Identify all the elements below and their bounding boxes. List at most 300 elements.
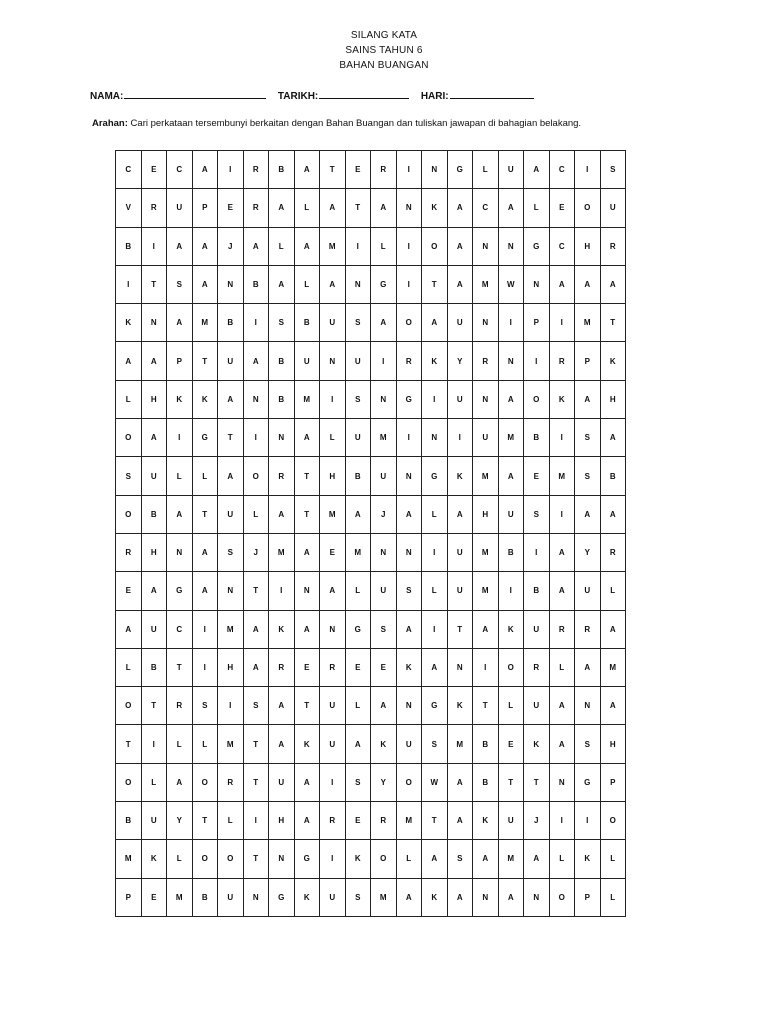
grid-cell: I bbox=[447, 419, 473, 457]
grid-cell: J bbox=[243, 533, 269, 571]
grid-cell: K bbox=[447, 457, 473, 495]
grid-cell: B bbox=[473, 763, 499, 801]
grid-cell: N bbox=[498, 342, 524, 380]
grid-cell: B bbox=[192, 878, 218, 916]
grid-cell: U bbox=[498, 151, 524, 189]
grid-cell: R bbox=[371, 151, 397, 189]
grid-cell: S bbox=[116, 457, 142, 495]
grid-cell: L bbox=[192, 725, 218, 763]
grid-cell: N bbox=[243, 380, 269, 418]
grid-row bbox=[116, 189, 626, 227]
grid-cell: I bbox=[167, 419, 193, 457]
grid-cell: S bbox=[167, 265, 193, 303]
grid-cell: K bbox=[422, 189, 448, 227]
grid-cell: L bbox=[141, 763, 167, 801]
grid-cell: O bbox=[396, 304, 422, 342]
grid-cell: E bbox=[498, 725, 524, 763]
grid-cell: A bbox=[294, 227, 320, 265]
grid-cell: I bbox=[320, 840, 346, 878]
grid-cell: O bbox=[575, 189, 601, 227]
grid-cell: M bbox=[116, 840, 142, 878]
grid-cell: K bbox=[294, 878, 320, 916]
grid-cell: N bbox=[549, 763, 575, 801]
grid-cell: A bbox=[269, 495, 295, 533]
grid-row bbox=[116, 227, 626, 265]
grid-cell: A bbox=[243, 648, 269, 686]
grid-cell: K bbox=[498, 610, 524, 648]
grid-cell: H bbox=[473, 495, 499, 533]
grid-cell: I bbox=[320, 763, 346, 801]
grid-cell: S bbox=[218, 533, 244, 571]
grid-cell: Y bbox=[447, 342, 473, 380]
grid-cell: T bbox=[218, 419, 244, 457]
grid-cell: B bbox=[294, 304, 320, 342]
word-search-grid bbox=[115, 150, 626, 917]
grid-cell: T bbox=[167, 648, 193, 686]
grid-cell: I bbox=[218, 151, 244, 189]
grid-cell: I bbox=[192, 610, 218, 648]
grid-cell: E bbox=[345, 802, 371, 840]
grid-cell: L bbox=[116, 648, 142, 686]
grid-cell: A bbox=[549, 687, 575, 725]
grid-cell: A bbox=[243, 227, 269, 265]
grid-cell: N bbox=[447, 648, 473, 686]
grid-cell: A bbox=[524, 151, 550, 189]
grid-row bbox=[116, 725, 626, 763]
grid-cell: U bbox=[447, 572, 473, 610]
grid-cell: M bbox=[498, 840, 524, 878]
grid-cell: A bbox=[422, 840, 448, 878]
grid-cell: I bbox=[549, 802, 575, 840]
grid-cell: N bbox=[524, 265, 550, 303]
grid-cell: E bbox=[345, 648, 371, 686]
nama-field bbox=[90, 88, 266, 102]
grid-cell: A bbox=[345, 725, 371, 763]
grid-cell: I bbox=[473, 648, 499, 686]
grid-cell: N bbox=[371, 533, 397, 571]
grid-row bbox=[116, 533, 626, 571]
grid-cell: U bbox=[524, 610, 550, 648]
grid-cell: N bbox=[371, 380, 397, 418]
grid-cell: U bbox=[167, 189, 193, 227]
grid-cell: P bbox=[575, 878, 601, 916]
grid-row bbox=[116, 342, 626, 380]
grid-cell: M bbox=[167, 878, 193, 916]
grid-cell: I bbox=[141, 725, 167, 763]
grid-cell: E bbox=[141, 151, 167, 189]
grid-cell: M bbox=[192, 304, 218, 342]
grid-cell: T bbox=[192, 495, 218, 533]
grid-cell: R bbox=[600, 227, 626, 265]
grid-cell: K bbox=[396, 648, 422, 686]
grid-cell: C bbox=[549, 227, 575, 265]
grid-cell: U bbox=[498, 495, 524, 533]
grid-cell: I bbox=[498, 304, 524, 342]
grid-cell: O bbox=[218, 840, 244, 878]
grid-cell: A bbox=[396, 878, 422, 916]
grid-cell: N bbox=[473, 227, 499, 265]
grid-cell: T bbox=[243, 572, 269, 610]
grid-cell: A bbox=[447, 265, 473, 303]
grid-cell: A bbox=[549, 265, 575, 303]
grid-cell: T bbox=[600, 304, 626, 342]
grid-cell: J bbox=[524, 802, 550, 840]
grid-cell: T bbox=[192, 342, 218, 380]
grid-cell: S bbox=[371, 610, 397, 648]
grid-cell: B bbox=[141, 495, 167, 533]
grid-cell: U bbox=[371, 572, 397, 610]
grid-cell: M bbox=[396, 802, 422, 840]
grid-cell: P bbox=[524, 304, 550, 342]
grid-cell: I bbox=[549, 304, 575, 342]
grid-cell: H bbox=[141, 533, 167, 571]
grid-cell: S bbox=[575, 457, 601, 495]
grid-cell: U bbox=[575, 572, 601, 610]
grid-cell: U bbox=[498, 802, 524, 840]
grid-cell: R bbox=[116, 533, 142, 571]
grid-cell: U bbox=[218, 878, 244, 916]
grid-cell: A bbox=[371, 304, 397, 342]
grid-cell: E bbox=[549, 189, 575, 227]
grid-cell: A bbox=[575, 380, 601, 418]
grid-cell: A bbox=[498, 878, 524, 916]
worksheet-header bbox=[0, 28, 768, 73]
grid-cell: H bbox=[269, 802, 295, 840]
grid-cell: N bbox=[473, 878, 499, 916]
grid-cell: A bbox=[498, 380, 524, 418]
grid-cell: N bbox=[269, 840, 295, 878]
grid-cell: L bbox=[192, 457, 218, 495]
grid-cell: M bbox=[320, 495, 346, 533]
grid-cell: S bbox=[243, 687, 269, 725]
grid-cell: A bbox=[524, 840, 550, 878]
grid-cell: U bbox=[218, 495, 244, 533]
grid-cell: Y bbox=[167, 802, 193, 840]
grid-cell: G bbox=[345, 610, 371, 648]
grid-cell: N bbox=[269, 419, 295, 457]
grid-cell: K bbox=[422, 878, 448, 916]
grid-cell: U bbox=[371, 457, 397, 495]
grid-cell: R bbox=[600, 533, 626, 571]
grid-cell: G bbox=[294, 840, 320, 878]
grid-cell: A bbox=[269, 189, 295, 227]
grid-cell: K bbox=[549, 380, 575, 418]
grid-cell: L bbox=[345, 687, 371, 725]
grid-cell: U bbox=[447, 304, 473, 342]
grid-cell: M bbox=[371, 419, 397, 457]
grid-cell: I bbox=[549, 495, 575, 533]
grid-cell: A bbox=[294, 610, 320, 648]
grid-cell: A bbox=[269, 265, 295, 303]
grid-cell: G bbox=[447, 151, 473, 189]
grid-cell: T bbox=[524, 763, 550, 801]
grid-cell: A bbox=[473, 840, 499, 878]
grid-cell: A bbox=[269, 687, 295, 725]
grid-cell: P bbox=[192, 189, 218, 227]
grid-cell: M bbox=[447, 725, 473, 763]
grid-cell: O bbox=[116, 763, 142, 801]
grid-cell: I bbox=[243, 802, 269, 840]
grid-cell: A bbox=[575, 265, 601, 303]
instructions-text: Cari perkataan tersembunyi berkaitan dengan Bahan Buangan dan tuliskan jawapan di bahagian belakang. bbox=[130, 118, 582, 129]
worksheet-title: SILANG KATA bbox=[350, 30, 418, 41]
grid-cell: R bbox=[396, 342, 422, 380]
grid-cell: S bbox=[345, 763, 371, 801]
grid-cell: E bbox=[371, 648, 397, 686]
grid-cell: I bbox=[218, 687, 244, 725]
grid-row bbox=[116, 802, 626, 840]
grid-cell: A bbox=[320, 265, 346, 303]
grid-cell: L bbox=[218, 802, 244, 840]
grid-cell: I bbox=[396, 151, 422, 189]
grid-row bbox=[116, 151, 626, 189]
grid-cell: K bbox=[141, 840, 167, 878]
grid-cell: T bbox=[422, 265, 448, 303]
grid-cell: T bbox=[116, 725, 142, 763]
grid-cell: B bbox=[600, 457, 626, 495]
grid-cell: R bbox=[269, 648, 295, 686]
grid-cell: A bbox=[600, 687, 626, 725]
grid-cell: N bbox=[218, 265, 244, 303]
grid-cell: M bbox=[498, 419, 524, 457]
grid-cell: L bbox=[422, 572, 448, 610]
grid-cell: A bbox=[167, 304, 193, 342]
grid-cell: A bbox=[549, 725, 575, 763]
grid-cell: I bbox=[422, 610, 448, 648]
grid-cell: A bbox=[371, 687, 397, 725]
grid-cell: N bbox=[396, 533, 422, 571]
grid-cell: I bbox=[269, 572, 295, 610]
grid-cell: U bbox=[141, 457, 167, 495]
grid-cell: E bbox=[218, 189, 244, 227]
grid-row bbox=[116, 380, 626, 418]
student-info-row bbox=[90, 88, 534, 102]
grid-cell: K bbox=[600, 342, 626, 380]
grid-cell: U bbox=[473, 419, 499, 457]
grid-cell: R bbox=[524, 648, 550, 686]
grid-cell: N bbox=[422, 151, 448, 189]
grid-cell: U bbox=[600, 189, 626, 227]
grid-cell: I bbox=[396, 265, 422, 303]
grid-cell: A bbox=[294, 151, 320, 189]
grid-cell: M bbox=[320, 227, 346, 265]
grid-cell: A bbox=[243, 610, 269, 648]
grid-cell: O bbox=[600, 802, 626, 840]
grid-cell: L bbox=[498, 687, 524, 725]
grid-cell: J bbox=[371, 495, 397, 533]
grid-cell: S bbox=[345, 878, 371, 916]
grid-cell: N bbox=[498, 227, 524, 265]
grid-cell: A bbox=[447, 227, 473, 265]
grid-cell: A bbox=[447, 878, 473, 916]
grid-cell: S bbox=[396, 572, 422, 610]
grid-row bbox=[116, 610, 626, 648]
tarikh-label: TARIKH: bbox=[277, 91, 319, 102]
grid-cell: R bbox=[575, 610, 601, 648]
instructions bbox=[92, 118, 581, 129]
grid-cell: O bbox=[396, 763, 422, 801]
grid-cell: A bbox=[294, 533, 320, 571]
grid-cell: L bbox=[116, 380, 142, 418]
grid-cell: P bbox=[167, 342, 193, 380]
grid-cell: R bbox=[549, 610, 575, 648]
grid-cell: N bbox=[575, 687, 601, 725]
grid-cell: L bbox=[294, 189, 320, 227]
grid-cell: B bbox=[269, 151, 295, 189]
grid-cell: L bbox=[371, 227, 397, 265]
grid-cell: G bbox=[269, 878, 295, 916]
grid-cell: O bbox=[116, 687, 142, 725]
grid-cell: Y bbox=[371, 763, 397, 801]
grid-cell: H bbox=[141, 380, 167, 418]
grid-cell: O bbox=[498, 648, 524, 686]
grid-row bbox=[116, 878, 626, 916]
grid-cell: R bbox=[218, 763, 244, 801]
grid-cell: M bbox=[345, 533, 371, 571]
grid-cell: C bbox=[167, 151, 193, 189]
grid-cell: T bbox=[141, 687, 167, 725]
grid-cell: A bbox=[422, 304, 448, 342]
grid-cell: A bbox=[218, 457, 244, 495]
grid-cell: A bbox=[498, 189, 524, 227]
grid-cell: S bbox=[345, 304, 371, 342]
grid-cell: L bbox=[396, 840, 422, 878]
grid-cell: T bbox=[243, 725, 269, 763]
grid-cell: N bbox=[243, 878, 269, 916]
grid-cell: I bbox=[192, 648, 218, 686]
grid-cell: A bbox=[141, 572, 167, 610]
grid-cell: M bbox=[473, 265, 499, 303]
grid-cell: G bbox=[575, 763, 601, 801]
grid-cell: U bbox=[320, 725, 346, 763]
grid-cell: B bbox=[269, 342, 295, 380]
grid-cell: L bbox=[167, 840, 193, 878]
grid-cell: U bbox=[141, 610, 167, 648]
grid-cell: B bbox=[141, 648, 167, 686]
grid-cell: U bbox=[218, 342, 244, 380]
grid-cell: K bbox=[116, 304, 142, 342]
grid-cell: A bbox=[396, 495, 422, 533]
grid-cell: I bbox=[575, 802, 601, 840]
grid-cell: P bbox=[575, 342, 601, 380]
grid-cell: S bbox=[447, 840, 473, 878]
grid-cell: R bbox=[371, 802, 397, 840]
grid-cell: O bbox=[243, 457, 269, 495]
grid-cell: S bbox=[422, 725, 448, 763]
grid-cell: I bbox=[422, 380, 448, 418]
grid-cell: A bbox=[371, 189, 397, 227]
grid-cell: A bbox=[218, 380, 244, 418]
grid-cell: K bbox=[269, 610, 295, 648]
grid-cell: G bbox=[422, 457, 448, 495]
grid-cell: M bbox=[473, 457, 499, 495]
grid-cell: M bbox=[473, 533, 499, 571]
grid-cell: T bbox=[243, 763, 269, 801]
grid-row bbox=[116, 457, 626, 495]
grid-cell: K bbox=[345, 840, 371, 878]
grid-cell: N bbox=[524, 878, 550, 916]
grid-cell: A bbox=[141, 419, 167, 457]
grid-cell: A bbox=[447, 763, 473, 801]
grid-cell: A bbox=[320, 572, 346, 610]
grid-cell: N bbox=[294, 572, 320, 610]
grid-cell: O bbox=[422, 227, 448, 265]
grid-cell: E bbox=[141, 878, 167, 916]
grid-cell: T bbox=[294, 457, 320, 495]
grid-cell: S bbox=[600, 151, 626, 189]
grid-cell: S bbox=[524, 495, 550, 533]
grid-cell: L bbox=[422, 495, 448, 533]
grid-cell: O bbox=[116, 495, 142, 533]
grid-cell: M bbox=[371, 878, 397, 916]
grid-cell: K bbox=[192, 380, 218, 418]
grid-cell: M bbox=[269, 533, 295, 571]
grid-cell: A bbox=[192, 151, 218, 189]
grid-cell: O bbox=[549, 878, 575, 916]
grid-cell: G bbox=[396, 380, 422, 418]
grid-cell: I bbox=[524, 342, 550, 380]
grid-cell: A bbox=[498, 457, 524, 495]
grid-cell: A bbox=[243, 342, 269, 380]
grid-cell: A bbox=[167, 227, 193, 265]
grid-cell: A bbox=[600, 265, 626, 303]
grid-cell: R bbox=[269, 457, 295, 495]
grid-cell: S bbox=[575, 419, 601, 457]
grid-cell: T bbox=[498, 763, 524, 801]
grid-cell: A bbox=[600, 419, 626, 457]
grid-cell: N bbox=[218, 572, 244, 610]
grid-cell: B bbox=[498, 533, 524, 571]
grid-cell: A bbox=[549, 572, 575, 610]
grid-cell: I bbox=[243, 304, 269, 342]
grid-cell: E bbox=[524, 457, 550, 495]
grid-cell: L bbox=[600, 878, 626, 916]
grid-cell: K bbox=[575, 840, 601, 878]
grid-cell: N bbox=[320, 610, 346, 648]
grid-cell: M bbox=[473, 572, 499, 610]
grid-cell: I bbox=[371, 342, 397, 380]
grid-cell: H bbox=[320, 457, 346, 495]
grid-cell: A bbox=[422, 648, 448, 686]
grid-cell: U bbox=[320, 687, 346, 725]
grid-cell: U bbox=[294, 342, 320, 380]
grid-cell: A bbox=[473, 610, 499, 648]
grid-cell: B bbox=[218, 304, 244, 342]
grid-cell: L bbox=[549, 648, 575, 686]
grid-cell: N bbox=[396, 189, 422, 227]
grid-cell: L bbox=[243, 495, 269, 533]
grid-cell: K bbox=[167, 380, 193, 418]
grid-cell: H bbox=[600, 380, 626, 418]
grid-cell: C bbox=[473, 189, 499, 227]
grid-cell: R bbox=[320, 802, 346, 840]
grid-cell: B bbox=[116, 227, 142, 265]
grid-cell: K bbox=[447, 687, 473, 725]
grid-cell: G bbox=[167, 572, 193, 610]
grid-cell: Y bbox=[575, 533, 601, 571]
grid-cell: I bbox=[498, 572, 524, 610]
grid-cell: I bbox=[141, 227, 167, 265]
grid-cell: H bbox=[600, 725, 626, 763]
hari-field bbox=[421, 88, 534, 102]
grid-cell: U bbox=[396, 725, 422, 763]
grid-cell: M bbox=[294, 380, 320, 418]
grid-cell: B bbox=[524, 419, 550, 457]
grid-cell: A bbox=[549, 533, 575, 571]
grid-cell: L bbox=[269, 227, 295, 265]
grid-cell: W bbox=[422, 763, 448, 801]
grid-row bbox=[116, 265, 626, 303]
